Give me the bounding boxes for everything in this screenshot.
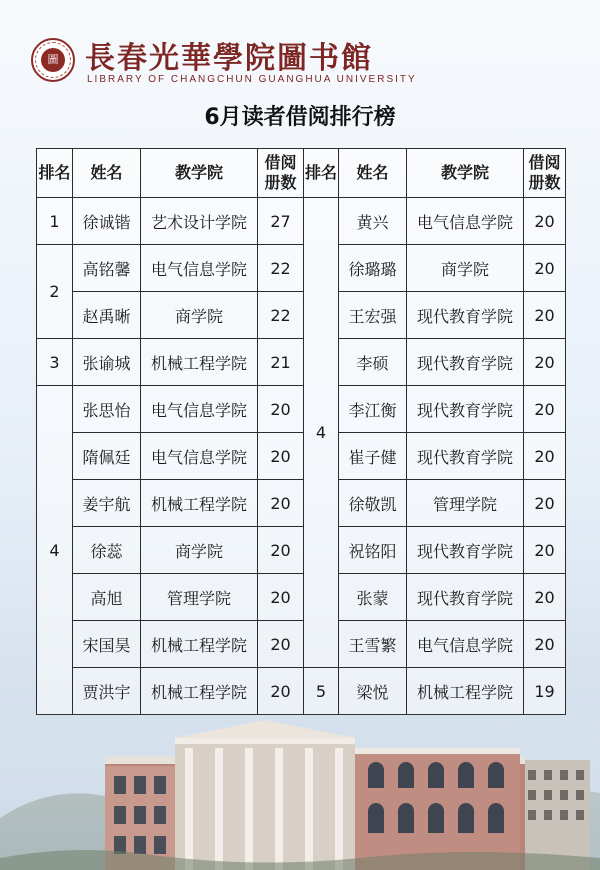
building-drawing bbox=[0, 708, 600, 870]
header-college: 教学院 bbox=[407, 149, 524, 198]
name-cell: 高铭馨 bbox=[73, 245, 141, 292]
count-cell: 20 bbox=[258, 621, 304, 668]
college-cell: 管理学院 bbox=[141, 574, 258, 621]
name-cell: 李江衡 bbox=[339, 386, 407, 433]
name-cell: 徐诚锴 bbox=[73, 198, 141, 245]
college-cell: 机械工程学院 bbox=[407, 668, 524, 715]
name-cell: 宋国昊 bbox=[73, 621, 141, 668]
college-cell: 艺术设计学院 bbox=[141, 198, 258, 245]
college-cell: 电气信息学院 bbox=[407, 621, 524, 668]
college-cell: 管理学院 bbox=[407, 480, 524, 527]
count-cell: 27 bbox=[258, 198, 304, 245]
table-row bbox=[37, 292, 566, 339]
college-cell: 电气信息学院 bbox=[141, 245, 258, 292]
college-cell: 机械工程学院 bbox=[141, 480, 258, 527]
table-header-row bbox=[37, 149, 566, 198]
rank-cell: 4 bbox=[304, 198, 339, 668]
college-cell: 现代教育学院 bbox=[407, 527, 524, 574]
header-college: 教学院 bbox=[141, 149, 258, 198]
count-cell: 21 bbox=[258, 339, 304, 386]
name-cell: 李硕 bbox=[339, 339, 407, 386]
college-cell: 机械工程学院 bbox=[141, 621, 258, 668]
name-cell: 隋佩廷 bbox=[73, 433, 141, 480]
library-logo bbox=[31, 38, 75, 82]
table-row bbox=[37, 245, 566, 292]
count-cell: 20 bbox=[524, 480, 566, 527]
name-cell: 张谕城 bbox=[73, 339, 141, 386]
count-cell: 20 bbox=[258, 527, 304, 574]
ranking-table bbox=[36, 148, 566, 715]
table-row bbox=[37, 621, 566, 668]
table-row bbox=[37, 527, 566, 574]
table-row bbox=[37, 386, 566, 433]
library-name-cn: 長春光華學院圖书館 bbox=[85, 41, 373, 76]
college-cell: 电气信息学院 bbox=[407, 198, 524, 245]
college-cell: 商学院 bbox=[407, 245, 524, 292]
rank-cell: 2 bbox=[37, 245, 73, 339]
name-cell: 高旭 bbox=[73, 574, 141, 621]
header-name: 姓名 bbox=[339, 149, 407, 198]
count-cell: 20 bbox=[258, 480, 304, 527]
count-cell: 20 bbox=[258, 574, 304, 621]
count-cell: 19 bbox=[524, 668, 566, 715]
count-cell: 20 bbox=[524, 339, 566, 386]
table-row bbox=[37, 198, 566, 245]
count-cell: 20 bbox=[524, 245, 566, 292]
count-cell: 20 bbox=[524, 198, 566, 245]
library-building-illustration bbox=[0, 708, 600, 870]
page-title: 6月读者借阅排行榜 bbox=[204, 105, 396, 130]
college-cell: 电气信息学院 bbox=[141, 433, 258, 480]
rank-cell: 5 bbox=[304, 668, 339, 715]
header-rank: 排名 bbox=[304, 149, 339, 198]
count-cell: 20 bbox=[258, 433, 304, 480]
header-count: 借阅册数 bbox=[258, 149, 304, 198]
count-cell: 20 bbox=[258, 386, 304, 433]
rank-cell: 4 bbox=[37, 386, 73, 715]
rank-cell: 1 bbox=[37, 198, 73, 245]
name-cell: 黄兴 bbox=[339, 198, 407, 245]
name-cell: 祝铭阳 bbox=[339, 527, 407, 574]
college-cell: 机械工程学院 bbox=[141, 339, 258, 386]
college-cell: 商学院 bbox=[141, 292, 258, 339]
name-cell: 姜宇航 bbox=[73, 480, 141, 527]
name-cell: 王宏强 bbox=[339, 292, 407, 339]
name-cell: 徐璐璐 bbox=[339, 245, 407, 292]
college-cell: 机械工程学院 bbox=[141, 668, 258, 715]
count-cell: 20 bbox=[524, 292, 566, 339]
college-cell: 现代教育学院 bbox=[407, 386, 524, 433]
header-name: 姓名 bbox=[73, 149, 141, 198]
count-cell: 20 bbox=[524, 433, 566, 480]
count-cell: 20 bbox=[524, 386, 566, 433]
college-cell: 现代教育学院 bbox=[407, 339, 524, 386]
college-cell: 电气信息学院 bbox=[141, 386, 258, 433]
college-cell: 现代教育学院 bbox=[407, 574, 524, 621]
count-cell: 20 bbox=[258, 668, 304, 715]
table-row bbox=[37, 339, 566, 386]
name-cell: 崔子健 bbox=[339, 433, 407, 480]
count-cell: 22 bbox=[258, 292, 304, 339]
name-cell: 张思怡 bbox=[73, 386, 141, 433]
college-cell: 现代教育学院 bbox=[407, 433, 524, 480]
name-cell: 徐敬凯 bbox=[339, 480, 407, 527]
table-row bbox=[37, 574, 566, 621]
count-cell: 20 bbox=[524, 527, 566, 574]
name-cell: 王雪繁 bbox=[339, 621, 407, 668]
header-rank: 排名 bbox=[37, 149, 73, 198]
name-cell: 张蒙 bbox=[339, 574, 407, 621]
name-cell: 梁悦 bbox=[339, 668, 407, 715]
table-row bbox=[37, 433, 566, 480]
header-count: 借阅册数 bbox=[524, 149, 566, 198]
count-cell: 20 bbox=[524, 574, 566, 621]
rank-cell: 3 bbox=[37, 339, 73, 386]
logo-emblem: 圖 bbox=[41, 48, 65, 72]
college-cell: 商学院 bbox=[141, 527, 258, 574]
count-cell: 20 bbox=[524, 621, 566, 668]
name-cell: 贾洪宇 bbox=[73, 668, 141, 715]
name-cell: 徐蕊 bbox=[73, 527, 141, 574]
table-row bbox=[37, 480, 566, 527]
college-cell: 现代教育学院 bbox=[407, 292, 524, 339]
library-name-en: LIBRARY OF CHANGCHUN GUANGHUA UNIVERSITY bbox=[87, 74, 417, 85]
count-cell: 22 bbox=[258, 245, 304, 292]
name-cell: 赵禹晰 bbox=[73, 292, 141, 339]
